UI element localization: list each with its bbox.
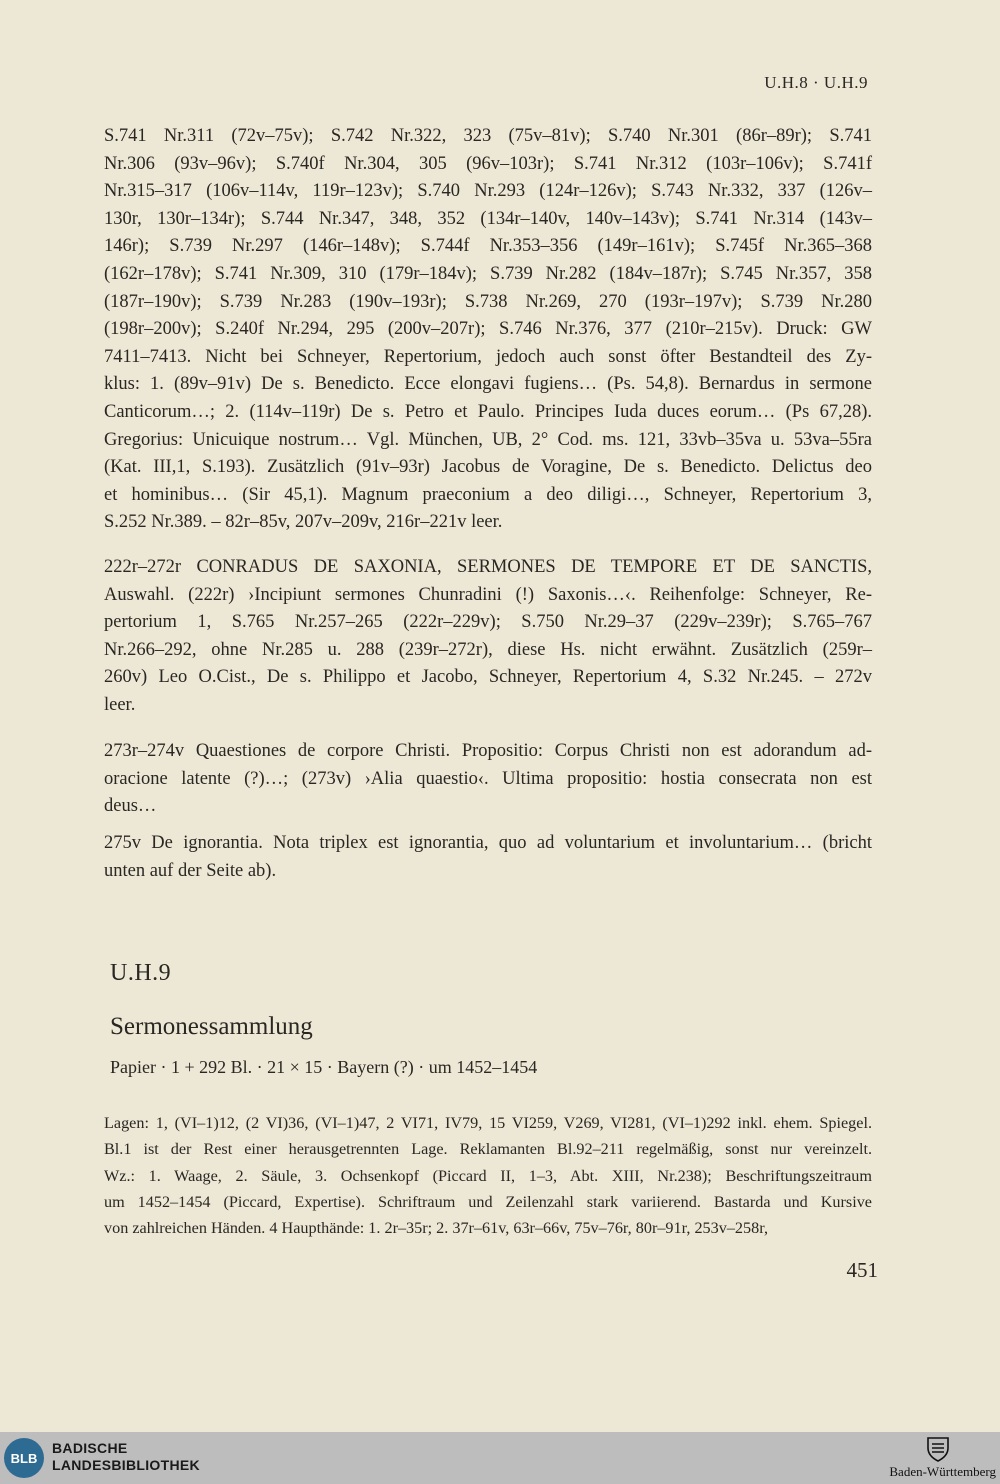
- catalog-entry-text: [104, 123, 872, 537]
- section-signature: U.H.9: [110, 960, 172, 986]
- body-text-line: (198r–200v); S.240f Nr.294, 295 (200v–207r); S.746 Nr.376, 377 (210r–215v). Druck: GW: [104, 319, 872, 340]
- body-text-line: 146r); S.739 Nr.297 (146r–148v); S.744f Nr.353–356 (149r–161v); S.745f Nr.365–368: [104, 236, 872, 257]
- body-text-line: Nr.306 (93v–96v); S.740f Nr.304, 305 (96v–103r); S.741 Nr.312 (103r–106v); S.741f: [104, 153, 872, 174]
- description-text-line: Lagen: 1, (VI–1)12, (2 VI)36, (VI–1)47, 2 VI71, IV79, 15 VI259, V269, VI281, (VI–1)292 inkl. ehem. Spiegel.: [104, 1114, 872, 1132]
- library-name-line2: LANDESBIBLIOTHEK: [52, 1457, 200, 1473]
- body-text-line: klus: 1. (89v–91v) De s. Benedicto. Ecce elongavi fugiens… (Ps. 54,8). Bernardus in sermone: [104, 374, 872, 395]
- codicological-description: [104, 1110, 872, 1241]
- conradus-text-line: Auswahl. (222r) ›Incipiunt sermones Chunradini (!) Saxonis…‹. Reihenfolge: Schneyer, Re-: [104, 584, 872, 605]
- body-text-line: S.252 Nr.389. – 82r–85v, 207v–209v, 216r–221v leer.: [104, 512, 503, 533]
- library-name-line1: BADISCHE: [52, 1440, 128, 1456]
- description-text-line: Wz.: 1. Waage, 2. Säule, 3. Ochsenkopf (Piccard II, 1–3, Abt. XIII, Nr.238); Beschriftungszeitraum: [104, 1166, 872, 1185]
- body-text-line: 130r, 130r–134r); S.744 Nr.347, 348, 352 (134r–140v, 140v–143v); S.741 Nr.314 (143v–: [104, 208, 872, 229]
- library-name[interactable]: [52, 1440, 200, 1474]
- ignorantia-text-line: unten auf der Seite ab).: [104, 860, 277, 881]
- body-text-line: (162r–178v); S.741 Nr.309, 310 (179r–184v); S.739 Nr.282 (184v–187r); S.745 Nr.357, 358: [104, 263, 872, 284]
- conradus-text-line: pertorium 1, S.765 Nr.257–265 (222r–229v); S.750 Nr.29–37 (229v–239r); S.765–767: [104, 612, 872, 633]
- section-title: Sermonessammlung: [110, 1013, 313, 1040]
- body-text-line: et hominibus… (Sir 45,1). Magnum praeconium a deo diligi…, Schneyer, Repertorium 3,: [104, 484, 872, 505]
- paragraph-conradus: [104, 554, 872, 720]
- paragraph-ignorantia: [104, 830, 872, 885]
- section-meta: Papier · 1 + 292 Bl. · 21 × 15 · Bayern (?) · um 1452–1454: [110, 1057, 538, 1077]
- state-crest-icon: [926, 1436, 950, 1462]
- blb-logo-icon[interactable]: BLB: [4, 1438, 44, 1478]
- conradus-text-line: 222r–272r CONRADUS DE SAXONIA, SERMONES DE TEMPORE ET DE SANCTIS,: [104, 557, 872, 577]
- conradus-text-line: Nr.266–292, ohne Nr.285 u. 288 (239r–272r), diese Hs. nicht erwähnt. Zusätzlich (259r–: [104, 639, 872, 660]
- body-text-line: Canticorum…; 2. (114v–119r) De s. Petro et Paulo. Principes Iuda duces eorum… (Ps 67,28).: [104, 401, 872, 422]
- description-text-line: von zahlreichen Händen. 4 Haupthände: 1. 2r–35r; 2. 37r–61v, 63r–66v, 75v–76r, 80r–91r, 253v–258r,: [104, 1219, 768, 1238]
- page-number: 451: [846, 1258, 878, 1282]
- conradus-text-line: 260v) Leo O.Cist., De s. Philippo et Jacobo, Schneyer, Repertorium 4, S.32 Nr.245. – 272v: [104, 667, 872, 688]
- body-text-line: 7411–7413. Nicht bei Schneyer, Repertorium, jedoch auch sonst öfter Bestandteil des Zy-: [104, 346, 872, 367]
- footer-bar: [0, 1432, 1000, 1484]
- description-text-line: Bl.1 ist der Rest einer herausgetrennten Lage. Reklamanten Bl.92–211 regelmäßig, sonst nur vereinzelt.: [104, 1140, 872, 1159]
- body-text-line: (Kat. III,1, S.193). Zusätzlich (91v–93r) Jacobus de Voragine, De s. Benedicto. Delictus deo: [104, 457, 872, 478]
- paragraph-quaestiones: [104, 738, 872, 821]
- body-text-line: Gregorius: Unicuique nostrum… Vgl. München, UB, 2° Cod. ms. 121, 33vb–35va u. 53va–55ra: [104, 429, 872, 450]
- body-text-line: S.741 Nr.311 (72v–75v); S.742 Nr.322, 323 (75v–81v); S.740 Nr.301 (86r–89r); S.741: [104, 126, 872, 146]
- ignorantia-text-line: 275v De ignorantia. Nota triplex est ignorantia, quo ad voluntarium et involuntarium… (bricht: [104, 833, 872, 853]
- body-text-line: (187r–190v); S.739 Nr.283 (190v–193r); S.738 Nr.269, 270 (193r–197v); S.739 Nr.280: [104, 291, 872, 312]
- state-name[interactable]: Baden-Württemberg: [889, 1464, 996, 1479]
- running-head: U.H.8 · U.H.9: [764, 73, 868, 92]
- quaestiones-text-line: oracione latente (?)…; (273v) ›Alia quaestio‹. Ultima propositio: hostia consecrata non est: [104, 768, 872, 789]
- description-text-line: um 1452–1454 (Piccard, Expertise). Schriftraum und Zeilenzahl stark variierend. Bastarda und Kursive: [104, 1192, 872, 1211]
- conradus-text-line: leer.: [104, 694, 136, 715]
- quaestiones-text-line: 273r–274v Quaestiones de corpore Christi. Propositio: Corpus Christi non est adorandum ad-: [104, 741, 872, 761]
- body-text-line: Nr.315–317 (106v–114v, 119r–123v); S.740 Nr.293 (124r–126v); S.743 Nr.332, 337 (126v–: [104, 181, 872, 202]
- quaestiones-text-line: deus…: [104, 796, 157, 817]
